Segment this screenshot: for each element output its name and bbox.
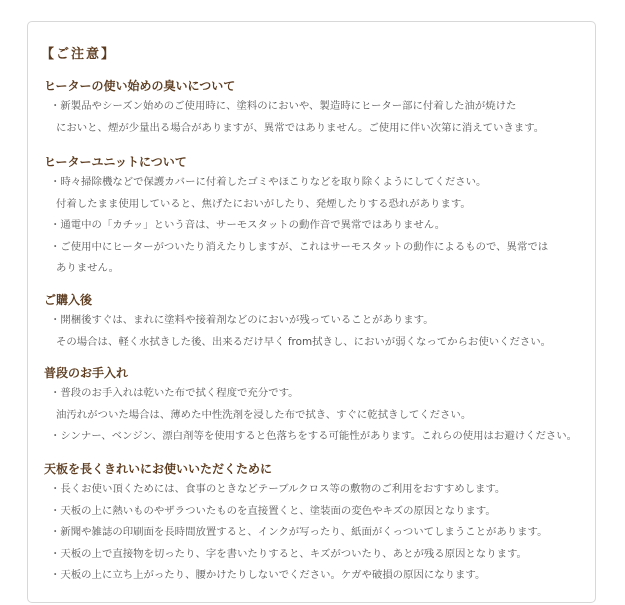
text-line: ・天板の上に熱いものやザラついたものを直接置くと、塗装面の変色やキズの原因となります。 [50,504,496,517]
text-line: ・ご使用中にヒーターがついたり消えたりしますが、これはサーモスタットの動作によるもので、異常では [50,240,549,253]
section-heater-unit [44,154,589,280]
text-line: その場合は、軽く水拭きした後、出来るだけ早く from拭きし、においが弱くなってからお使いください。 [56,335,552,348]
text-line: ・天板の上で直接物を切ったり、字を書いたりすると、キズがついたり、あとが残る原因となります。 [50,547,527,560]
section-heater-smell [44,78,589,139]
text-line: ・長くお使い頂くためには、食事のときなどテーブルクロス等の敷物のご利用をおすすめします。 [50,483,506,495]
text-line: ・開梱後すぐは、まれに塗料や接着剤などのにおいが残っていることがあります。 [50,314,434,326]
section-title: ヒーターの使い始めの臭いについて [44,79,236,93]
notice-panel [27,21,596,603]
text-line: ・通電中の「カチッ」という音は、サーモスタットの動作音で異常ではありません。 [50,219,446,231]
section-title: ご購入後 [44,293,93,307]
text-line: ・シンナー、ベンジン、漂白剤等を使用すると色落ちをする可能性があります。これらの使用はお避けください。 [50,430,578,442]
section-title: ヒーターユニットについて [44,155,187,169]
text-line: ・新聞や雑誌の印刷面を長時間放置すると、インクが写ったり、紙面がくっついてしまうことがあります。 [50,526,548,538]
text-line: ・天板の上に立ち上がったり、腰かけたりしないでください。ケガや破損の原因になります。 [50,569,486,581]
section-daily-care [44,365,589,448]
section-tabletop-care [44,461,589,587]
notice-heading: 【ご注意】 [41,47,117,62]
text-line: においと、煙が少量出る場合がありますが、異常ではありません。ご使用に伴い次第に消えていきます。 [56,121,545,134]
text-line: 付着したまま使用していると、焦げたにおいがしたり、発煙したりする恐れがあります。 [56,197,471,210]
text-line: 油汚れがついた場合は、薄めた中性洗剤を浸した布で拭き、すぐに乾拭きしてください。 [56,408,472,421]
text-line: ・時々掃除機などで保護カバーに付着したゴミやほこりなどを取り除くようにしてください。 [50,176,487,188]
section-after-purchase [44,292,589,353]
section-title: 普段のお手入れ [44,366,129,380]
text-line: ・新製品やシーズン始めのご使用時に、塗料のにおいや、製造時にヒーター部に付着した油が焼けた [50,100,517,112]
text-line: ・普段のお手入れは乾いた布で拭く程度で充分です。 [50,387,299,399]
section-title: 天板を長くきれいにお使いいただくために [44,462,273,476]
text-line: ありません。 [56,262,119,274]
